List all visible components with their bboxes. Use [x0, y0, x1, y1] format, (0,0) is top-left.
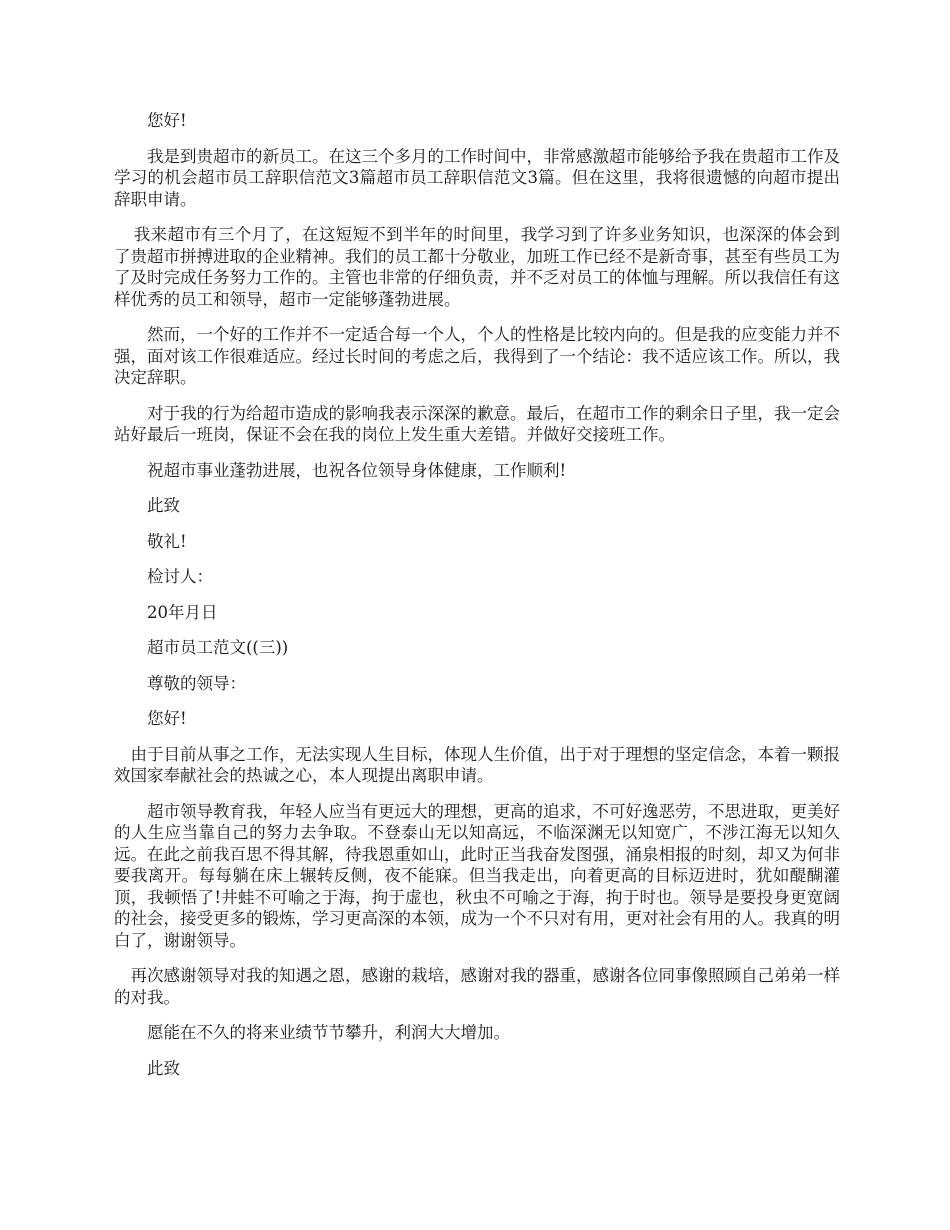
greeting: 您好! [147, 709, 187, 728]
greeting: 您好! [147, 111, 187, 130]
body-paragraph: 我来超市有三个月了，在这短短不到半年的时间里，我学习到了许多业务知识，也深深的体会到了贵超市拼搏进取的企业精神。我们的员工都十分敬业，加班工作已经不是新奇事，甚至有些员工为了及时完成任务努力工作的。主管也非常的仔细负责，并不乏对员工的体恤与理解。所以我信任有这样优秀的员工和领导，超市一定能够蓬勃进展。 [114, 225, 840, 309]
body-paragraph: 超市领导教育我，年轻人应当有更远大的理想，更高的追求，不可好逸恶劳，不思进取，更美好的人生应当靠自己的努力去争取。不登泰山无以知高远，不临深渊无以知宽广，不涉江海无以知久远。在此之前我百思不得其解，待我恩重如山，此时正当我奋发图强，涌泉相报的时刻，却又为何非要我离开。每每躺在床上辗转反侧，夜不能寐。但当我走出，向着更高的目标迈进时，犹如醍醐灌顶，我顿悟了!井蛙不可喻之于海，拘于虚也，秋虫不可喻之于海，拘于时也。领导是要投身更宽阔的社会，接受更多的锻炼，学习更高深的本领，成为一个不只对有用，更对社会有用的人。我真的明白了，谢谢领导。 [114, 801, 840, 950]
addressee-line: 尊敬的领导： [147, 673, 246, 693]
wishes-line: 祝超市事业蓬勃进展，也祝各位领导身体健康，工作顺利! [147, 460, 567, 480]
body-paragraph: 由于目前从事之工作，无法实现人生目标，体现人生价值，出于对于理想的坚定信念，本着一颗报效国家奉献社会的热诚之心，本人现提出离职申请。 [114, 744, 840, 785]
salutation-line: 敬礼! [147, 531, 187, 551]
body-paragraph: 对于我的行为给超市造成的影响我表示深深的歉意。最后，在超市工作的剩余日子里，我一定会站好最后一班岗，保证不会在我的岗位上发生重大差错。并做好交接班工作。 [114, 403, 840, 444]
section-title: 超市员工范文((三)) [147, 638, 289, 657]
document-page [114, 110, 840, 1093]
body-paragraph: 再次感谢领导对我的知遇之恩，感谢的栽培，感谢对我的器重，感谢各位同事像照顾自己弟弟一样的对我。 [114, 966, 840, 1007]
body-paragraph: 我是到贵超市的新员工。在这三个多月的工作时间中，非常感激超市能够给予我在贵超市工作及学习的机会超市员工辞职信范文3篇超市员工辞职信范文3篇。但在这里，我将很遗憾的向超市提出辞职申请。 [114, 146, 840, 209]
signer-label: 检讨人： [147, 567, 213, 586]
body-paragraph: 然而，一个好的工作并不一定适合每一个人，个人的性格是比较内向的。但是我的应变能力并不强，面对该工作很难适应。经过长时间的考虑之后，我得到了一个结论：我不适应该工作。所以，我决定辞职。 [114, 325, 840, 387]
closing-line: 此致 [147, 1058, 180, 1078]
closing-line: 此致 [147, 496, 180, 515]
wishes-line: 愿能在不久的将来业绩节节攀升，利润大大增加。 [147, 1023, 510, 1042]
date-line: 20年月日 [147, 602, 218, 622]
